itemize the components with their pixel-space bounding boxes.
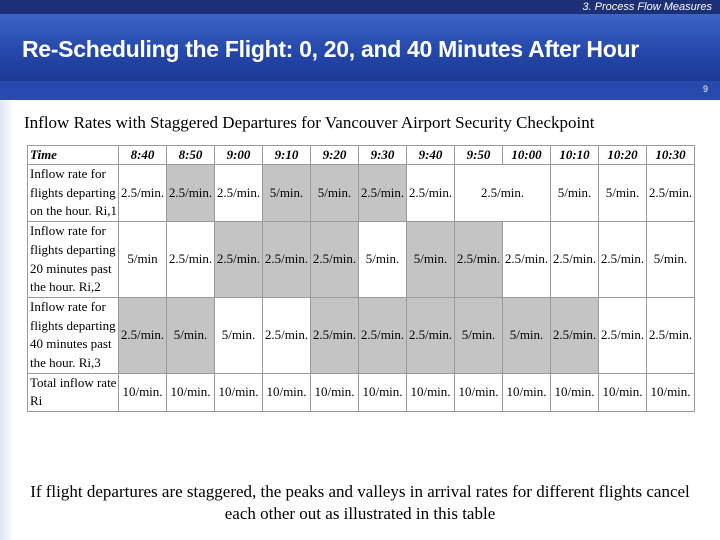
table-cell: 2.5/min.: [167, 165, 215, 222]
table-cell: 2.5/min.: [647, 297, 695, 373]
title-band: [0, 81, 720, 100]
table-cell: 2.5/min.: [551, 297, 599, 373]
header-cell: 9:10: [263, 146, 311, 165]
row-label: Inflow rate for flights departing 20 minutes past the hour. Ri,2: [28, 222, 119, 298]
table-cell: 5/min.: [599, 165, 647, 222]
table-cell: 10/min.: [263, 373, 311, 411]
header-cell: 9:00: [215, 146, 263, 165]
header-cell: 9:30: [359, 146, 407, 165]
table-row-ri3: [28, 297, 695, 373]
table-cell: 5/min.: [455, 297, 503, 373]
table-cell: 5/min.: [215, 297, 263, 373]
table-cell: 5/min.: [359, 222, 407, 298]
header-cell: 10:10: [551, 146, 599, 165]
table-cell: 5/min.: [167, 297, 215, 373]
table-cell: 10/min.: [503, 373, 551, 411]
header-cell: 8:50: [167, 146, 215, 165]
table-cell: 2.5/min.: [407, 165, 455, 222]
table-cell: 10/min.: [311, 373, 359, 411]
table-cell: 2.5/min.: [167, 222, 215, 298]
table-row-ri1: [28, 165, 695, 222]
table-cell: 2.5/min.: [215, 165, 263, 222]
table-cell: 2.5/min.: [359, 297, 407, 373]
table-row-total: [28, 373, 695, 411]
header-cell: 9:40: [407, 146, 455, 165]
table-cell: 2.5/min.: [599, 222, 647, 298]
row-label: Inflow rate for flights departing 40 minutes past the hour. Ri,3: [28, 297, 119, 373]
table-caption: Inflow Rates with Staggered Departures for Vancouver Airport Security Checkpoint: [24, 113, 595, 132]
table-header-row: [28, 146, 695, 165]
header-cell-time: Time: [28, 146, 119, 165]
table-cell: 5/min.: [263, 165, 311, 222]
left-decorative-stripe: [0, 100, 14, 540]
table-cell: 2.5/min.: [263, 297, 311, 373]
header-cell: 9:20: [311, 146, 359, 165]
table-cell: 10/min.: [407, 373, 455, 411]
table-cell: 2.5/min.: [551, 222, 599, 298]
row-label: Inflow rate for flights departing on the hour. Ri,1: [28, 165, 119, 222]
header-cell: 10:00: [503, 146, 551, 165]
inflow-rate-table: [27, 145, 695, 412]
table-cell: 2.5/min.: [503, 222, 551, 298]
row-label: Total inflow rate Ri: [28, 373, 119, 411]
table-cell: 5/min.: [551, 165, 599, 222]
table-cell: 5/min.: [647, 222, 695, 298]
table-cell: 5/min.: [407, 222, 455, 298]
table-cell: 2.5/min.: [599, 297, 647, 373]
table-cell: 2.5/min.: [311, 222, 359, 298]
table-cell: 10/min.: [551, 373, 599, 411]
section-label: 3. Process Flow Measures: [582, 1, 712, 13]
header-cell: 10:20: [599, 146, 647, 165]
header-cell: 10:30: [647, 146, 695, 165]
table-cell: 10/min.: [599, 373, 647, 411]
table-cell: 10/min.: [359, 373, 407, 411]
header-cell: 8:40: [119, 146, 167, 165]
table-cell: 10/min.: [167, 373, 215, 411]
table-cell: 5/min.: [311, 165, 359, 222]
table-cell: 2.5/min.: [215, 222, 263, 298]
table-row-ri2: [28, 222, 695, 298]
table-cell: 2.5/min.: [359, 165, 407, 222]
table-cell: 2.5/min.: [407, 297, 455, 373]
page-number: 9: [702, 84, 708, 94]
summary-note: If flight departures are staggered, the peaks and valleys in arrival rates for different flights cancel each other out as illustrated in this table: [30, 482, 690, 523]
table-cell: 5/min.: [503, 297, 551, 373]
table-cell: 2.5/min.: [311, 297, 359, 373]
table-cell: 10/min.: [455, 373, 503, 411]
table-cell: 2.5/min.: [455, 222, 503, 298]
table-cell: 5/min: [119, 222, 167, 298]
table-cell: 2.5/min.: [119, 297, 167, 373]
slide-title: Re-Scheduling the Flight: 0, 20, and 40 Minutes After Hour: [22, 36, 639, 62]
header-cell: 9:50: [455, 146, 503, 165]
table-cell: 10/min.: [119, 373, 167, 411]
table-cell: 2.5/min.: [119, 165, 167, 222]
table-cell: 10/min.: [215, 373, 263, 411]
table-cell: 2.5/min.: [263, 222, 311, 298]
table-cell: 10/min.: [647, 373, 695, 411]
table-cell: 2.5/min.: [647, 165, 695, 222]
table-cell: 2.5/min.: [455, 165, 551, 222]
